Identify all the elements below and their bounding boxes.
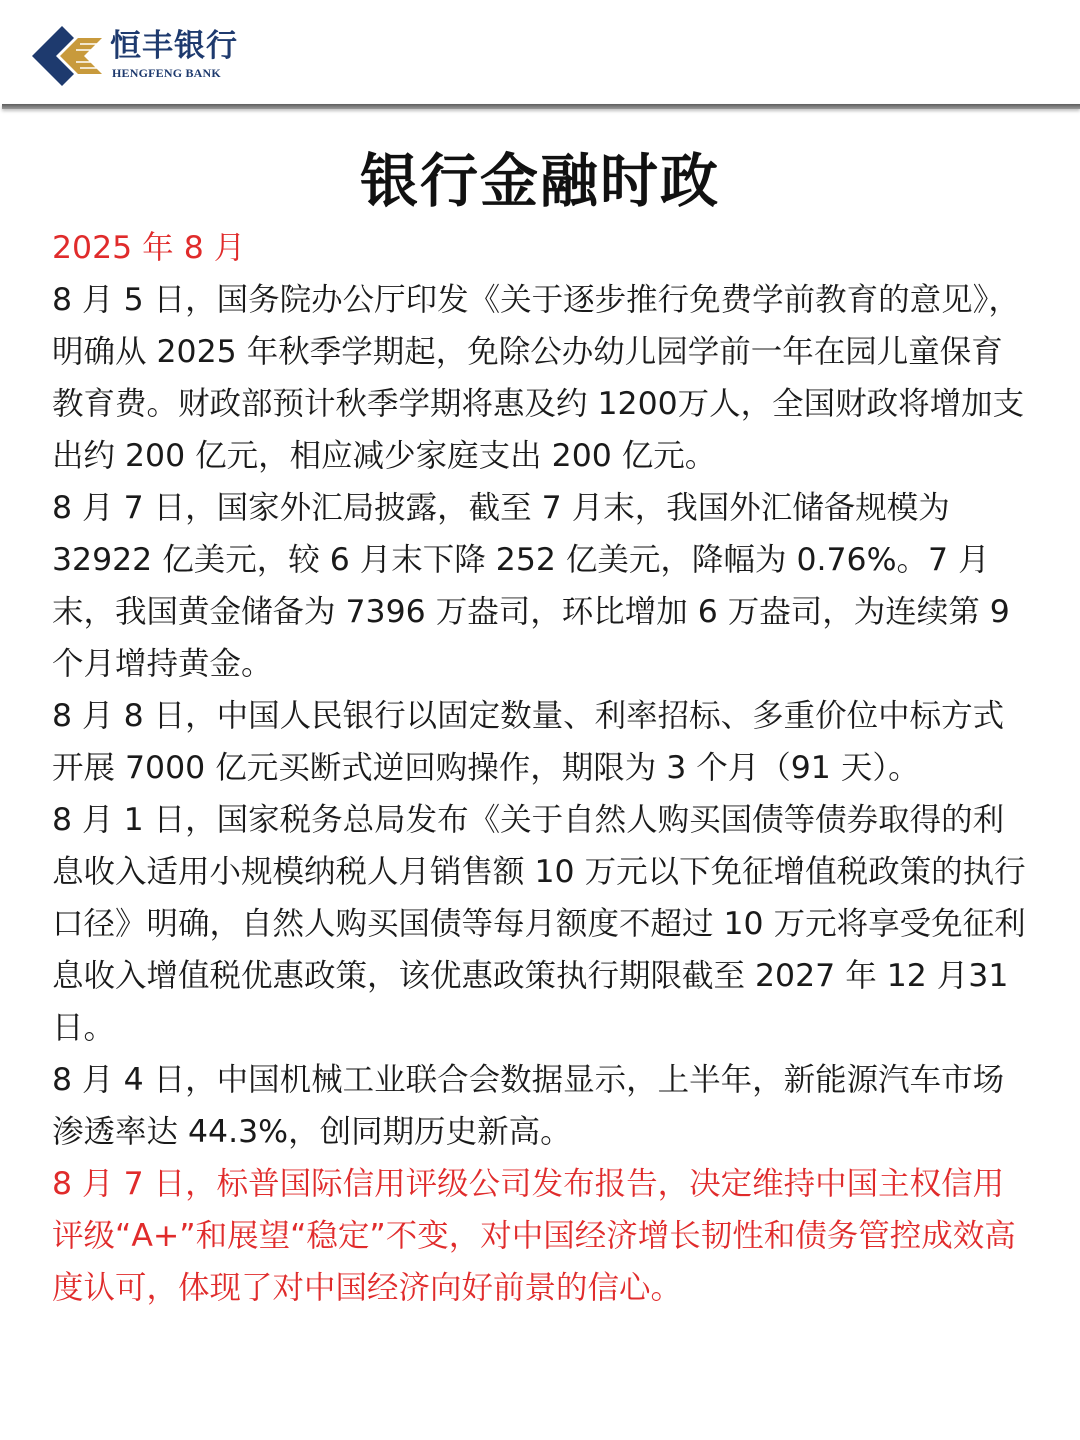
header-divider: [2, 104, 1080, 109]
hengfeng-bank-logo-icon: [30, 24, 104, 88]
news-item-reverse-repo: 8 月 8 日，中国人民银行以固定数量、利率招标、多重价位中标方式开展 7000 亿元买断式逆回购操作，期限为 3 个月（91 天）。: [52, 698, 1005, 786]
logo-chinese-name: 恒丰银行: [110, 28, 238, 64]
header: [0, 0, 1080, 106]
news-item-forex-reserves: 8 月 7 日，国家外汇局披露，截至 7 月末，我国外汇储备规模为 32922 亿美元，较 6 月末下降 252 亿美元，降幅为 0.76%。7 月末，我国黄金储备为 7396 万盎司，环比增加 6 万盎司，为连续第 9 个月增持黄金。: [52, 490, 1010, 682]
news-item-nev-penetration: 8 月 4 日，中国机械工业联合会数据显示，上半年，新能源汽车市场渗透率达 44.3%，创同期历史新高。: [52, 1062, 1005, 1150]
news-item-sp-rating: 8 月 7 日，标普国际信用评级公司发布报告，决定维持中国主权信用评级“A+”和展望“稳定”不变，对中国经济增长韧性和债务管控成效高度认可，体现了对中国经济向好前景的信心。: [52, 1166, 1016, 1306]
news-item-preschool: 8 月 5 日，国务院办公厅印发《关于逐步推行免费学前教育的意见》，明确从 2025 年秋季学期起，免除公办幼儿园学前一年在园儿童保育教育费。财政部预计秋季学期将惠及约 1200万人，全国财政将增加支出约 200 亿元，相应减少家庭支出 200 亿元。: [52, 282, 1025, 474]
issue-date: 2025 年 8 月: [52, 230, 246, 266]
page-title: 银行金融时政: [359, 147, 720, 215]
news-content: [52, 222, 1032, 1314]
news-item-bond-tax: 8 月 1 日，国家税务总局发布《关于自然人购买国债等债券取得的利息收入适用小规模纳税人月销售额 10 万元以下免征增值税政策的执行口径》明确，自然人购买国债等每月额度不超过 10 万元将享受免征利息收入增值税优惠政策，该优惠政策执行期限截至 2027 年 12 月31 日。: [52, 802, 1026, 1046]
logo-english-name: HENGFENG BANK: [112, 66, 221, 80]
